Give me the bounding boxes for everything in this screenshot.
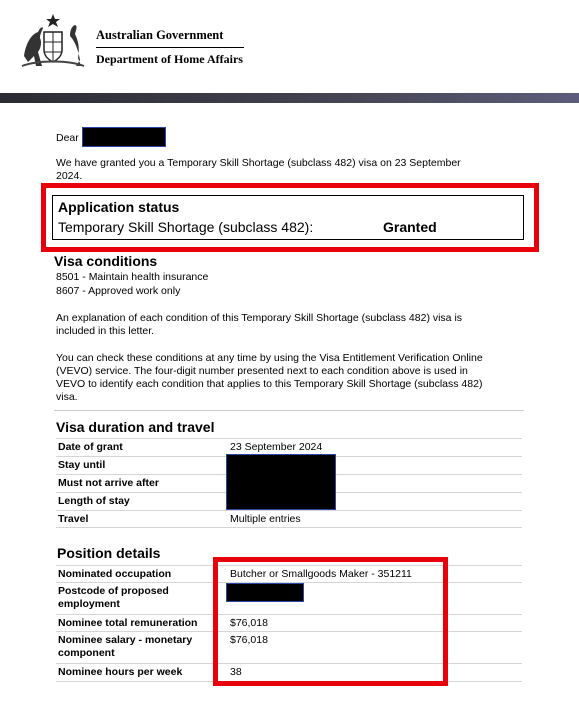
intro-line-1: We have granted you a Temporary Skill Shortage (subclass 482) visa on 23 September bbox=[56, 157, 461, 169]
explain-line: included in this letter. bbox=[56, 325, 155, 337]
explain-line: An explanation of each condition of this Temporary Skill Shortage (subclass 482) visa is bbox=[56, 312, 463, 324]
row-value: Multiple entries bbox=[230, 513, 301, 525]
row-label bbox=[58, 634, 192, 660]
row-value: Butcher or Smallgoods Maker - 351211 bbox=[230, 568, 412, 580]
highlight-box-position bbox=[213, 557, 448, 686]
row-label: Nominee total remuneration bbox=[58, 617, 198, 629]
status-label: Temporary Skill Shortage (subclass 482): bbox=[58, 219, 314, 235]
redacted-name bbox=[82, 127, 166, 147]
section-divider bbox=[54, 410, 524, 411]
conditions-heading: Visa conditions bbox=[54, 253, 158, 269]
row-value: $76,018 bbox=[230, 634, 268, 646]
vevo-line: VEVO to identify each condition that applies to this Temporary Skill Shortage (subclass 482) bbox=[56, 378, 483, 390]
department-title: Department of Home Affairs bbox=[96, 52, 243, 66]
row-label: Date of grant bbox=[58, 441, 123, 453]
row-label: Must not arrive after bbox=[58, 477, 159, 489]
status-value: Granted bbox=[383, 219, 437, 235]
row-label: Nominated occupation bbox=[58, 568, 172, 580]
coat-of-arms-icon bbox=[18, 12, 88, 70]
application-status-box bbox=[52, 195, 524, 240]
row-label bbox=[58, 585, 169, 611]
condition-item: 8607 - Approved work only bbox=[56, 285, 181, 297]
intro-line-2: 2024. bbox=[56, 170, 83, 182]
letterhead bbox=[0, 0, 579, 93]
condition-item: 8501 - Maintain health insurance bbox=[56, 271, 209, 283]
vevo-line: visa. bbox=[56, 391, 78, 403]
row-value: 23 September 2024 bbox=[230, 441, 323, 453]
row-label-line: employment bbox=[58, 598, 120, 610]
redacted-dates bbox=[226, 454, 336, 510]
duration-heading: Visa duration and travel bbox=[56, 419, 215, 435]
divider bbox=[96, 47, 244, 48]
row-value: 38 bbox=[230, 666, 242, 678]
vevo-line: You can check these conditions at any time by using the Visa Entitlement Verification Online bbox=[56, 352, 483, 364]
salutation: Dear bbox=[56, 132, 79, 144]
row-label-line: Nominee salary - monetary bbox=[58, 634, 193, 646]
status-heading: Application status bbox=[58, 199, 180, 215]
row-label: Length of stay bbox=[58, 495, 130, 507]
row-label: Travel bbox=[58, 513, 89, 525]
header-band bbox=[0, 93, 579, 103]
vevo-line: (VEVO) service. The four-digit number presented next to each condition above is used in bbox=[56, 365, 468, 377]
row-label: Nominee hours per week bbox=[58, 666, 183, 678]
row-label-line: component bbox=[58, 647, 115, 659]
table-row bbox=[56, 510, 522, 528]
row-label: Stay until bbox=[58, 459, 106, 471]
row-value: $76,018 bbox=[230, 617, 268, 629]
government-title: Australian Government bbox=[96, 28, 224, 42]
row-label-line: Postcode of proposed bbox=[58, 585, 169, 597]
position-heading: Position details bbox=[57, 545, 161, 561]
